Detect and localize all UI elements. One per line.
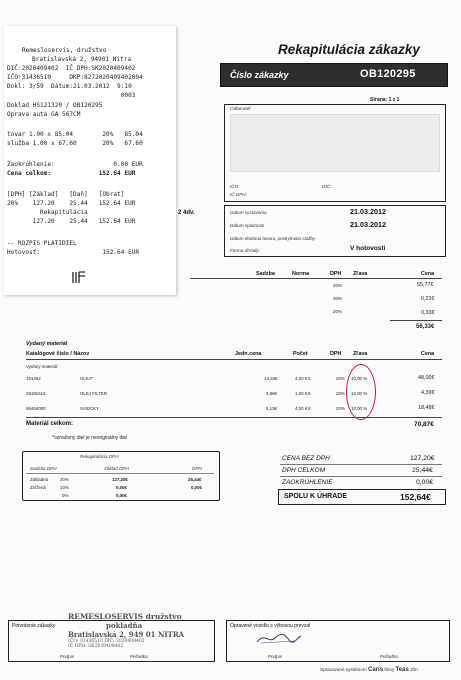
company-stamp — [68, 612, 184, 649]
mat-row-3-cena: 18,48€ — [418, 405, 435, 411]
signature-scribble — [255, 630, 303, 646]
mat-row-1-cena: 48,00€ — [418, 375, 435, 381]
labour-total: 56,33€ — [416, 324, 435, 330]
receipt-line: -- ROZPIS PLATIDIEL — [7, 240, 77, 247]
credit-firm-brand: Teas — [395, 667, 409, 673]
summary-rounding-label: ZAOKRÚHLENIE — [282, 479, 333, 486]
mat-col-count: Počet — [293, 351, 308, 357]
mat-col-code: Katalógové číslo / Názov — [26, 351, 90, 357]
summary-net-label: CENA BEZ DPH — [282, 455, 330, 462]
order-number: OB120295 — [360, 68, 416, 80]
summary-net-value: 127,20€ — [410, 455, 435, 462]
mat-row-2-cena: 4,39€ — [421, 390, 435, 396]
vat-row-1-name: Základná — [30, 477, 49, 482]
labour-row-2-cena: 0,23€ — [421, 296, 435, 302]
payment-form-value: V hotovosti — [350, 245, 386, 252]
customer-ico-label: IČO: — [230, 184, 240, 189]
col-sadzba: Sadzba — [256, 271, 275, 277]
customer-dic-label: DIČ: — [322, 184, 332, 189]
credit-city: Zlín — [410, 667, 418, 672]
mat-row-2-zlava: 10,00 % — [351, 391, 368, 396]
material-header-rule — [26, 359, 442, 360]
receipt-line: Cena celkom: 152.64 EUR — [7, 170, 136, 177]
receipt-line: Zaokrúhlenie: 0.00 EUR — [7, 161, 143, 168]
receipt-line: 127.20 25.44 152.64 EUR — [7, 218, 136, 225]
left-stamp-label: Pečiatka — [130, 654, 148, 659]
document-title: Rekapitulácia zákazky — [278, 42, 420, 57]
stamp-line-3: Bratislavská 2, 949 01 NITRA — [68, 630, 185, 639]
grand-total-value: 152,64€ — [400, 492, 431, 502]
credit-brand: Caris — [368, 667, 384, 673]
receipt-line: IČO:31436510 DKP:8272020409402004 — [7, 74, 143, 81]
mat-row-2-unit: 4,88€ — [266, 391, 277, 396]
page-label: Strana: — [370, 97, 388, 103]
date-due-label: Dátum splatnosti — [230, 223, 265, 228]
receipt-line: Bratislavská 2, 94901 Nitra — [32, 56, 132, 63]
receipt-line: Hotovosť: 152.64 EUR — [7, 249, 140, 256]
mat-col-cena: Cena — [421, 351, 435, 357]
partial-text: 2 4dv. — [178, 210, 195, 216]
mat-row-3-zlava: 10,00 % — [351, 406, 368, 411]
vehicle-handover-title: Opravené vozidlo s výbovou prevzal — [230, 623, 311, 629]
material-note: *označený diel je neoriginálny diel — [52, 435, 128, 441]
vat-row-1-base: 127,20€ — [112, 477, 128, 482]
vat-row-2-base: 0,00€ — [116, 485, 127, 490]
mat-row-1-unit: 13,33€ — [264, 376, 278, 381]
receipt-line: Remesloservis, družstvo — [22, 47, 107, 54]
stamp-line-5: IČ DPH: SK2020409402 — [68, 644, 124, 649]
vat-row-2-name: Znížená — [30, 485, 46, 490]
payment-form-label: Forma úhrady: — [230, 248, 260, 253]
material-total-rule — [26, 417, 442, 418]
stamp-line-2: pokladňa — [106, 621, 143, 630]
vat-row-1-vat: 25,44€ — [188, 477, 202, 482]
mat-row-3-unit: 5,13€ — [266, 406, 277, 411]
labour-total-rule — [390, 320, 442, 321]
mat-row-1-dph: 20% — [336, 376, 345, 381]
right-signature-label: Podpis — [268, 654, 283, 659]
cash-receipt — [4, 26, 176, 295]
receipt-line: tovar 1.00 x 85.04 20% 85.04 — [7, 131, 143, 138]
vat-recap-title: Rekapitulácia DPH — [80, 454, 119, 459]
receipt-line: [DPH] [Základ] [Daň] [Obrat] — [7, 191, 125, 198]
col-dph: DPH — [330, 271, 342, 277]
material-total-value: 70,87€ — [414, 421, 434, 428]
date-issued-value: 21.03.2012 — [350, 207, 386, 216]
stamp-line-1: REMESLOSERVIS družstvo — [68, 612, 182, 621]
discount-highlight-circle — [346, 364, 376, 420]
left-signature-label: Podpis — [60, 654, 75, 659]
software-credit — [320, 667, 418, 673]
summary-rule-2 — [280, 476, 442, 477]
labour-row-3-cena: 0,33€ — [421, 310, 435, 316]
receipt-line: DIČ:2020409402 IČ DPH:SK2020409402 — [7, 65, 136, 72]
material-subheader: Vydaný materiál — [26, 364, 58, 369]
receipt-line: Rekapitulácia — [7, 209, 88, 216]
summary-rule-1 — [280, 464, 442, 465]
col-cena: Cena — [421, 271, 435, 277]
date-issued-label: Dátum vystavenia — [230, 210, 267, 215]
date-delivery-label: Dátum dodania tovaru, poskytnutia služby — [230, 236, 316, 241]
labour-row-2-dph: 20% — [333, 296, 342, 301]
summary-vat-value: 25,44€ — [412, 467, 433, 474]
receipt-line: Doklad HS121320 / OB120295 — [7, 102, 103, 109]
mat-col-zlava: Zľava — [353, 351, 368, 357]
receipt-line: Oprava auta GA 567CM — [7, 111, 81, 118]
receipt-line: Dokl: 3/59 Dátum:21.03.2012 9:10 — [7, 83, 132, 90]
order-number-label: Číslo zákazky — [230, 70, 289, 80]
vat-row-2-rate: 10% — [60, 485, 69, 490]
mat-row-3-dph: 20% — [336, 406, 345, 411]
customer-label: Odberateľ — [230, 106, 251, 111]
vat-col-rate: Sadzba DPH — [30, 466, 57, 471]
receipt-line: 20% 127.20 25.44 152.64 EUR — [7, 200, 136, 207]
vat-row-1-rate: 20% — [60, 477, 69, 482]
labour-row-3-dph: 20% — [333, 309, 342, 314]
material-section-title: Vydaný materiál — [26, 341, 68, 347]
customer-redacted — [230, 114, 440, 172]
mat-row-2-name: OLEJ FILTER — [80, 391, 107, 396]
mat-row-2-code: 25181616 — [26, 391, 46, 396]
labour-row-1-cena: 55,77€ — [417, 282, 434, 288]
mat-row-3-name: SVIECKY — [80, 406, 100, 411]
col-norma: Norma — [292, 271, 310, 277]
credit-text: Spracované systémom — [320, 667, 367, 672]
vat-row-2-vat: 0,00€ — [191, 485, 202, 490]
mat-row-1-code: 151262 — [26, 376, 41, 381]
order-confirmation-title: Potvrdenie zákazky — [12, 623, 56, 629]
labour-header-rule — [190, 278, 442, 279]
customer-icdph-label: IČ DPH: — [230, 192, 247, 197]
mat-row-3-code: 96464000 — [26, 406, 46, 411]
mat-row-1-name: OLEJ* — [80, 376, 93, 381]
receipt-line: 0003 — [7, 92, 136, 99]
labour-row-1-dph: 20% — [333, 283, 342, 288]
mat-col-dph: DPH — [330, 351, 342, 357]
page-value: 1 z 1 — [388, 97, 400, 103]
vat-row-3-rate: 0% — [62, 493, 69, 498]
col-zlava: Zľava — [353, 271, 368, 277]
material-total-label: Materiál celkom: — [26, 421, 74, 427]
vat-col-base: Základ DPH — [104, 466, 129, 471]
vat-col-vat: DPH — [192, 466, 202, 471]
receipt-line: služba 1.00 x 67.60 20% 67.60 — [7, 140, 143, 147]
vat-row-3-base: 0,00€ — [116, 493, 127, 498]
vat-header-rule — [26, 473, 214, 474]
mat-row-1-count: 4,00 KS — [295, 376, 311, 381]
date-due-value: 21.03.2012 — [350, 220, 386, 229]
receipt-fiscal-logo-icon — [72, 270, 86, 284]
mat-row-1-zlava: 10,00 % — [351, 376, 368, 381]
mat-row-2-count: 1,00 KS — [295, 391, 311, 396]
grand-total-label: SPOLU K ÚHRADE — [284, 493, 348, 500]
summary-vat-label: DPH CELKOM — [282, 467, 325, 474]
mat-row-2-dph: 20% — [336, 391, 345, 396]
page-indicator — [370, 97, 399, 103]
credit-firm: firmy — [384, 667, 395, 672]
mat-row-3-count: 4,00 KS — [295, 406, 311, 411]
right-stamp-label: Pečiatka — [380, 654, 398, 659]
summary-rounding-value: 0,00€ — [416, 479, 434, 486]
stamp-line-4: IČO: 31436510 DIČ: 2020409402 — [68, 639, 145, 644]
mat-col-unit: Jedn.cena — [235, 351, 262, 357]
